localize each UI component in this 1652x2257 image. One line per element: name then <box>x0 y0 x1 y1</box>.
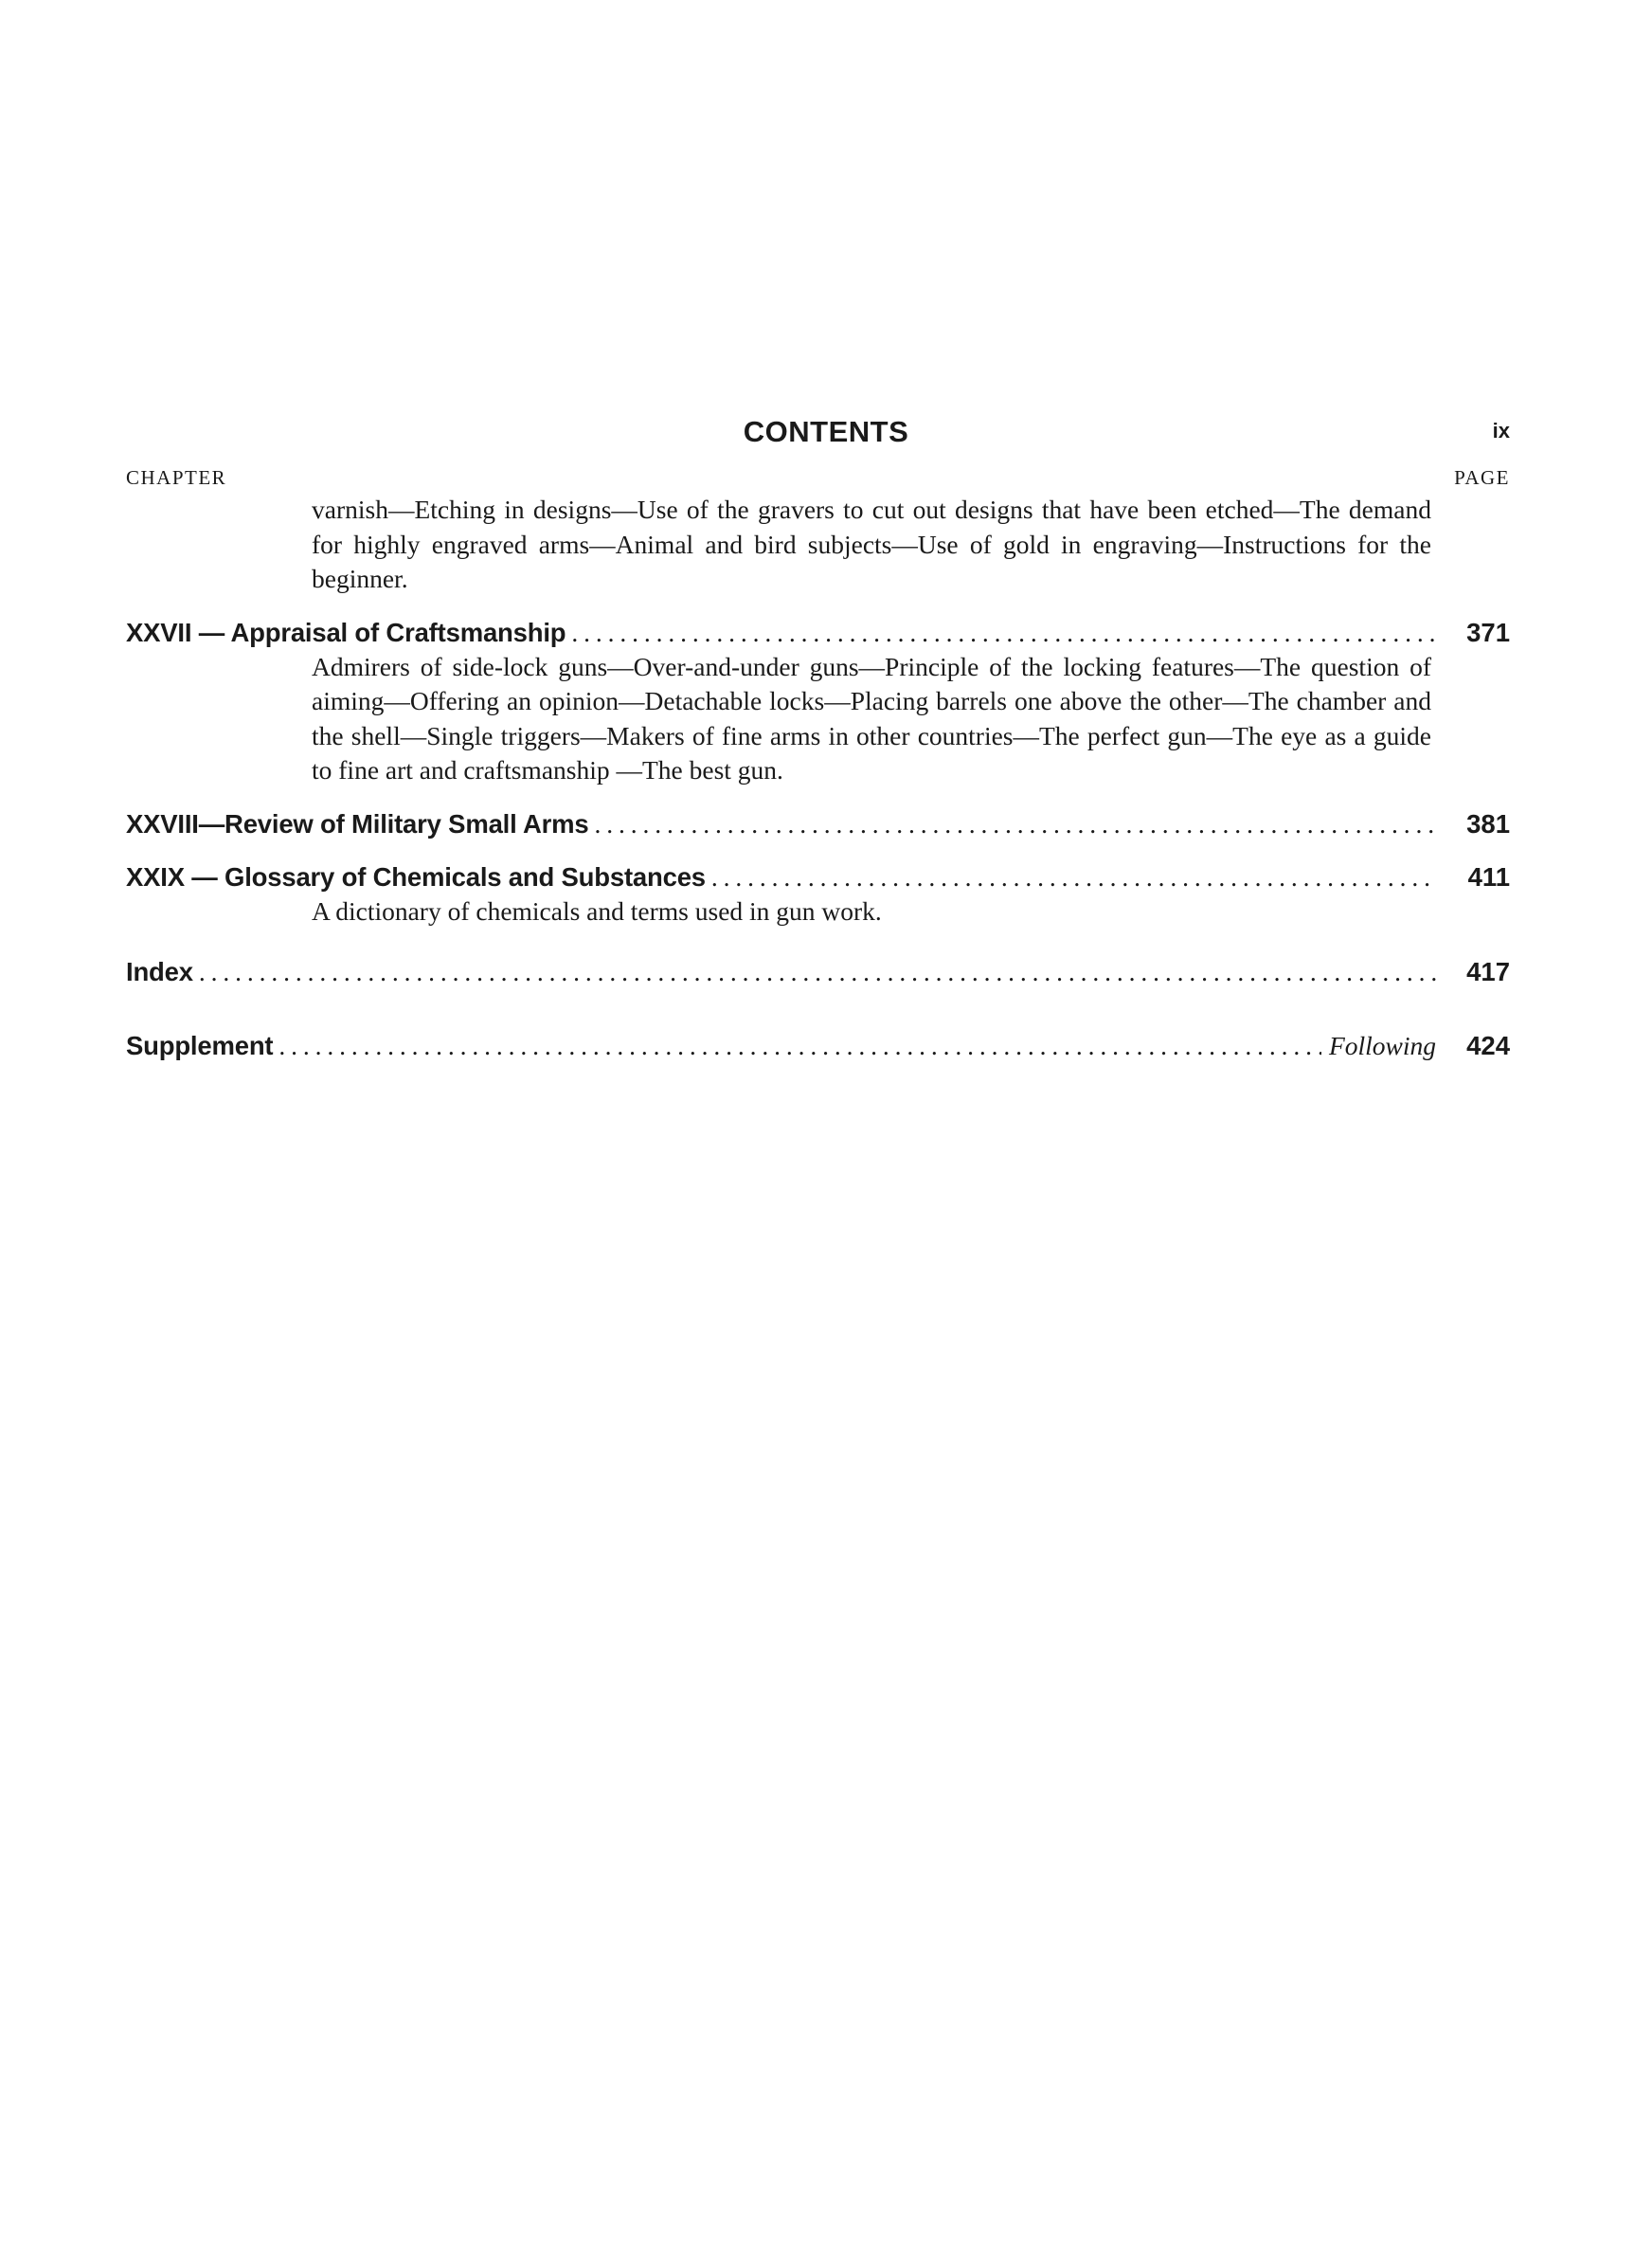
continued-description: varnish—Etching in designs—Use of the gravers to cut out designs that have been etched—The demand for highly engraved arms—Animal and bird subjects—Use of gold in engraving—Instructions for the beginner. <box>312 495 1431 593</box>
supplement-title: Supplement <box>126 1031 274 1060</box>
toc-entry-chapter-29[interactable] <box>126 860 1510 894</box>
dot-leader <box>278 1029 1321 1063</box>
toc-entry-supplement[interactable] <box>126 1029 1510 1063</box>
following-label: Following <box>1328 1031 1436 1060</box>
chapter-title: XXIX — Glossary of Chemicals and Substances <box>126 861 706 892</box>
toc-entry-chapter-27[interactable] <box>126 616 1510 650</box>
chapter-column-label: CHAPTER <box>126 466 227 489</box>
page-title: CONTENTS <box>743 415 909 448</box>
chapter-title: XXVII — Appraisal of Craftsmanship <box>126 617 566 647</box>
toc-entry-index[interactable] <box>126 955 1510 989</box>
page-number: ix <box>1492 419 1510 442</box>
page-column-label: PAGE <box>1454 466 1510 489</box>
dot-leader <box>199 955 1436 989</box>
chapter-page-number: 371 <box>1466 617 1510 647</box>
dot-leader <box>711 860 1436 894</box>
chapter-page-number: 411 <box>1467 861 1510 892</box>
dot-leader <box>571 616 1436 650</box>
chapter-title: XXVIII—Review of Military Small Arms <box>126 808 589 839</box>
dot-leader <box>594 807 1436 841</box>
chapter-description: A dictionary of chemicals and terms used in gun work. <box>312 895 882 926</box>
index-title: Index <box>126 957 193 986</box>
chapter-page-number: 381 <box>1466 808 1510 839</box>
index-page-number: 417 <box>1466 957 1510 986</box>
supplement-page-number: 424 <box>1466 1031 1510 1060</box>
chapter-description: Admirers of side-lock guns—Over-and-under guns—Principle of the locking features—The question of aiming—Offering an opinion—Detachable locks—Placing barrels one above the other—The chamber and the shell—Single triggers—Makers of fine arms in other countries—The perfect gun—The eye as a guide to fine art and craftsmanship —The best gun. <box>312 651 1431 785</box>
contents-list <box>126 493 1510 1063</box>
toc-entry-chapter-28[interactable] <box>126 807 1510 841</box>
